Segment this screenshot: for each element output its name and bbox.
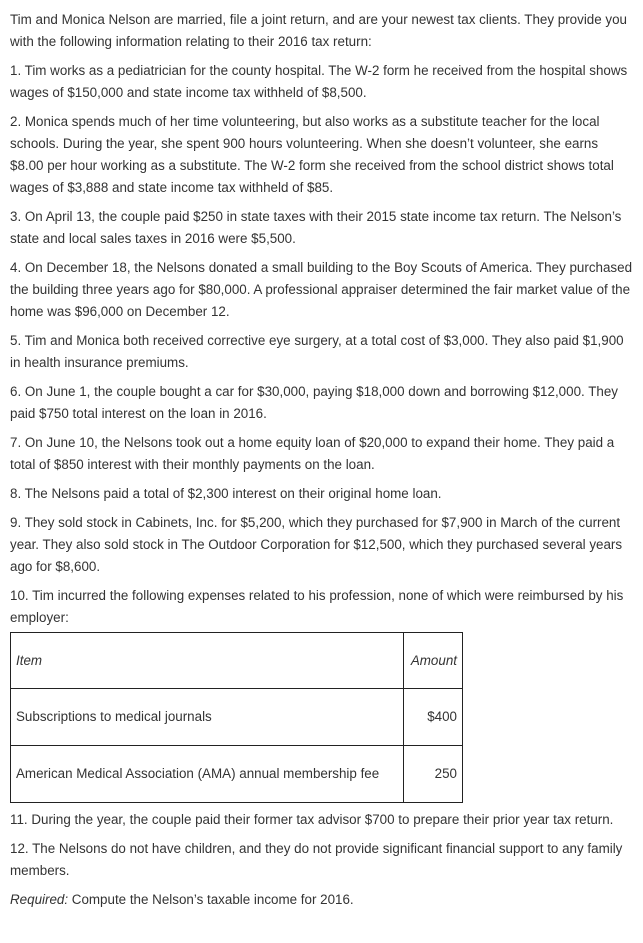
- required-text: Compute the Nelson’s taxable income for 2016.: [68, 892, 354, 907]
- item-1: 1. Tim works as a pediatrician for the county hospital. The W-2 form he received from the hospital shows wages of $150,000 and state income tax withheld of $8,500.: [10, 63, 628, 100]
- item-4: 4. On December 18, the Nelsons donated a small building to the Boy Scouts of America. They purchased the building three years ago for $80,000. A professional appraiser determined the fair market value of the home was $96,000 on December 12.: [10, 260, 633, 319]
- item-12: 12. The Nelsons do not have children, and they do not provide significant financial support to any family members.: [10, 841, 623, 878]
- item-5: 5. Tim and Monica both received corrective eye surgery, at a total cost of $3,000. They also paid $1,900 in health insurance premiums.: [10, 333, 624, 370]
- item-7: 7. On June 10, the Nelsons took out a home equity loan of $20,000 to expand their home. They paid a total of $850 interest with their monthly payments on the loan.: [10, 435, 615, 472]
- row-amount: 250: [404, 746, 463, 803]
- header-amount: Amount: [404, 633, 463, 689]
- table-row: [11, 689, 463, 746]
- item-2: 2. Monica spends much of her time volunteering, but also works as a substitute teacher for the local schools. During the year, she spent 900 hours volunteering. When she doesn’t volunteer, she earns $8.00 per hour working as a substitute. The W-2 form she received from the school district shows total wages of $3,888 and state income tax withheld of $85.: [10, 114, 614, 195]
- header-item: Item: [11, 633, 404, 689]
- item-3: 3. On April 13, the couple paid $250 in state taxes with their 2015 state income tax return. The Nelson’s state and local sales taxes in 2016 were $5,500.: [10, 209, 622, 246]
- row-amount: $400: [404, 689, 463, 746]
- row-item: Subscriptions to medical journals: [11, 689, 404, 746]
- expenses-table: [10, 632, 463, 803]
- intro-paragraph: Tim and Monica Nelson are married, file a joint return, and are your newest tax clients. They provide you with the following information relating to their 2016 tax return:: [10, 12, 628, 49]
- item-11: 11. During the year, the couple paid their former tax advisor $700 to prepare their prior year tax return.: [10, 812, 614, 827]
- row-item: American Medical Association (AMA) annual membership fee: [11, 746, 404, 803]
- item-9: 9. They sold stock in Cabinets, Inc. for $5,200, which they purchased for $7,900 in March of the current year. They also sold stock in The Outdoor Corporation for $12,500, which they purchased several years ago for $8,600.: [10, 515, 623, 574]
- required-label: Required:: [10, 892, 69, 907]
- item-8: 8. The Nelsons paid a total of $2,300 interest on their original home loan.: [10, 486, 442, 501]
- item-10: 10. Tim incurred the following expenses related to his profession, none of which were reimbursed by his employer:: [10, 588, 624, 625]
- table-row: [11, 746, 463, 803]
- item-6: 6. On June 1, the couple bought a car for $30,000, paying $18,000 down and borrowing $12,000. They paid $750 total interest on the loan in 2016.: [10, 384, 618, 421]
- required-paragraph: [10, 889, 633, 911]
- table-header-row: [11, 633, 463, 689]
